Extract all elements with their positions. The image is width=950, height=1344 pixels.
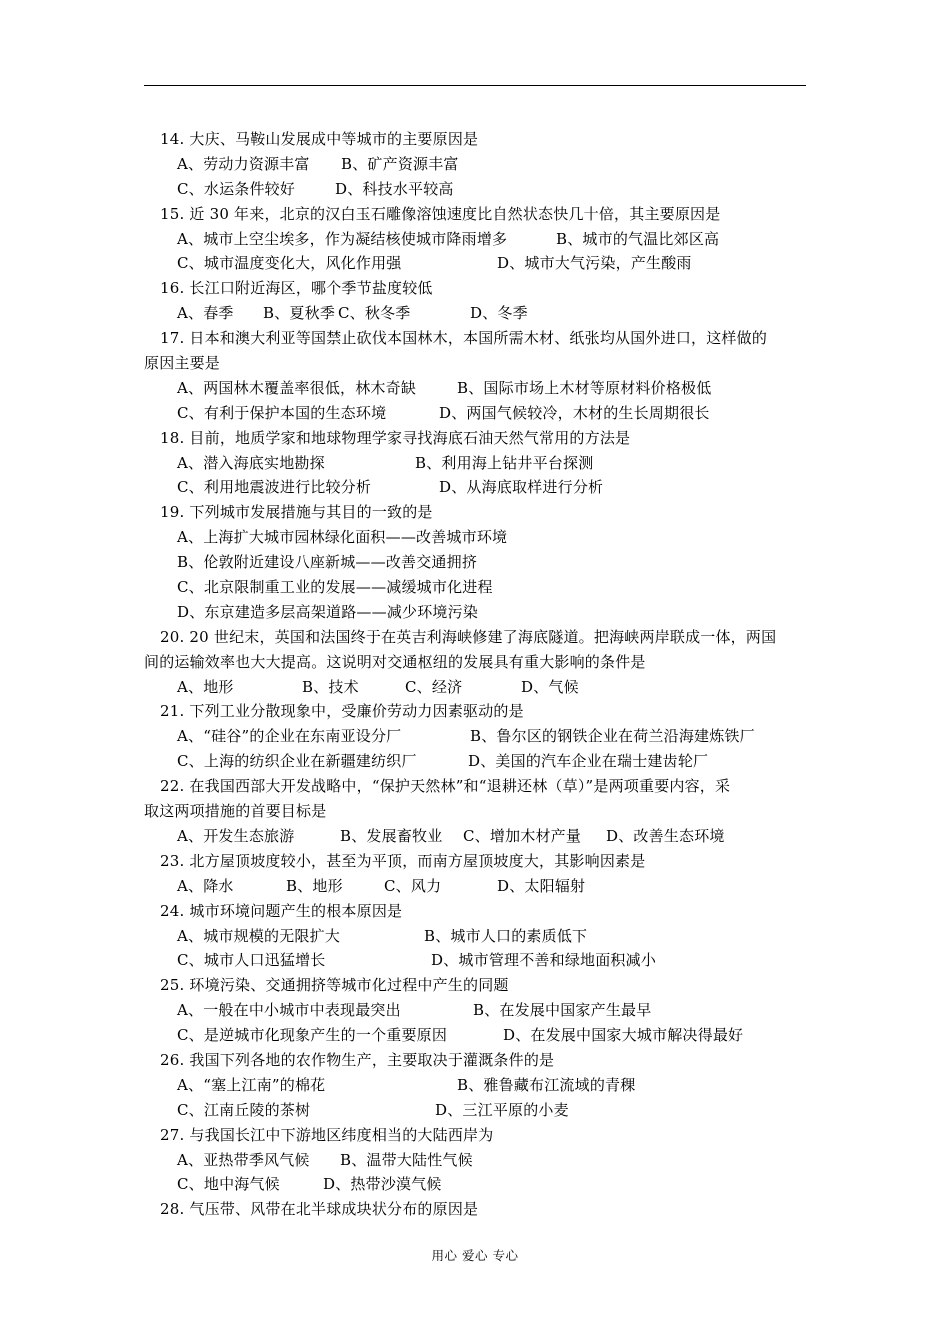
answer-option: A、两国林木覆盖率很低，林木奇缺	[177, 378, 417, 397]
answer-option: B、城市人口的素质低下	[424, 926, 588, 945]
answer-option: A、一般在中小城市中表现最突出	[177, 1001, 401, 1020]
answer-option: B、利用海上钻井平台探测	[415, 453, 594, 472]
option-row	[0, 998, 950, 1023]
option-row	[0, 749, 950, 774]
answer-option: C、增加木材产量	[463, 826, 582, 845]
answer-option: D、城市大气污染，产生酸雨	[497, 254, 692, 273]
answer-option: C、经济	[405, 677, 463, 696]
answer-option: D、在发展中国家大城市解决得最好	[503, 1026, 744, 1045]
question-stem: 17. 日本和澳大利亚等国禁止砍伐本国林木，本国所需木材、纸张均从国外进口，这样做的	[160, 329, 768, 348]
option-row	[0, 874, 950, 899]
answer-option: D、东京建造多层高架道路——减少环境污染	[177, 602, 479, 621]
answer-option: B、在发展中国家产生最早	[473, 1001, 652, 1020]
answer-option: D、三江平原的小麦	[435, 1100, 569, 1119]
question-stem: 26. 我国下列各地的农作物生产，主要取决于灌溉条件的是	[160, 1050, 555, 1069]
answer-option: A、城市规模的无限扩大	[177, 926, 341, 945]
option-row	[0, 376, 950, 401]
answer-option: D、美国的汽车企业在瑞士建齿轮厂	[468, 752, 709, 771]
answer-option: A、上海扩大城市园林绿化面积——改善城市环境	[177, 528, 508, 547]
answer-option: B、鲁尔区的钢铁企业在荷兰沿海建炼铁厂	[470, 727, 755, 746]
question-stem: 21. 下列工业分散现象中，受廉价劳动力因素驱动的是	[160, 702, 524, 721]
answer-option: D、城市管理不善和绿地面积减小	[431, 951, 657, 970]
option-row	[0, 401, 950, 426]
answer-option: C、地中海气候	[177, 1175, 280, 1194]
answer-option: A、降水	[177, 876, 234, 895]
answer-option: B、夏秋季	[263, 304, 336, 323]
answer-option: C、江南丘陵的茶树	[177, 1100, 311, 1119]
question-stem-continued: 取这两项措施的首要目标是	[144, 802, 327, 821]
answer-option: C、是逆城市化现象产生的一个重要原因	[177, 1026, 448, 1045]
answer-option: D、从海底取样进行分析	[439, 478, 604, 497]
option-row	[0, 1073, 950, 1098]
answer-option: A、“塞上江南”的棉花	[177, 1075, 326, 1094]
answer-option: D、气候	[521, 677, 579, 696]
answer-option: A、开发生态旅游	[177, 826, 295, 845]
option-row	[0, 177, 950, 202]
answer-option: B、温带大陆性气候	[340, 1150, 473, 1169]
answer-option: B、地形	[286, 876, 343, 895]
option-row	[0, 575, 950, 600]
option-row	[0, 550, 950, 575]
option-row	[0, 600, 950, 625]
question-list	[0, 127, 950, 1222]
answer-option: D、冬季	[470, 304, 528, 323]
option-row	[0, 1023, 950, 1048]
question-stem: 19. 下列城市发展措施与其目的一致的是	[160, 503, 433, 522]
answer-option: B、城市的气温比郊区高	[556, 229, 720, 248]
answer-option: B、发展畜牧业	[340, 826, 443, 845]
answer-option: A、城市上空尘埃多，作为凝结核使城市降雨增多	[177, 229, 508, 248]
answer-option: C、风力	[384, 876, 442, 895]
question-stem: 18. 目前，地质学家和地球物理学家寻找海底石油天然气常用的方法是	[160, 428, 631, 447]
answer-option: C、城市温度变化大，风化作用强	[177, 254, 402, 273]
option-row	[0, 824, 950, 849]
option-row	[0, 451, 950, 476]
option-row	[0, 948, 950, 973]
answer-option: A、“硅谷”的企业在东南亚设分厂	[177, 727, 402, 746]
option-row	[0, 475, 950, 500]
answer-option: B、伦敦附近建设八座新城——改善交通拥挤	[177, 553, 478, 572]
question-stem: 20. 20 世纪末，英国和法国终于在英吉利海峡修建了海底隧道。把海峡两岸联成一体，两国	[160, 627, 777, 646]
option-row	[0, 924, 950, 949]
option-row	[0, 525, 950, 550]
option-row	[0, 251, 950, 276]
answer-option: B、矿产资源丰富	[341, 154, 459, 173]
page-footer: 用心 爱心 专心	[431, 1248, 519, 1263]
answer-option: D、科技水平较高	[335, 179, 454, 198]
question-stem: 23. 北方屋顶坡度较小，甚至为平顶，而南方屋顶坡度大，其影响因素是	[160, 851, 646, 870]
question-stem-continued: 间的运输效率也大大提高。这说明对交通枢纽的发展具有重大影响的条件是	[144, 652, 646, 671]
answer-option: D、太阳辐射	[497, 876, 586, 895]
header-rule	[144, 85, 806, 86]
answer-option: C、利用地震波进行比较分析	[177, 478, 372, 497]
answer-option: C、上海的纺织企业在新疆建纺织厂	[177, 752, 417, 771]
question-stem-continued: 原因主要是	[144, 354, 221, 373]
answer-option: C、北京限制重工业的发展——减缓城市化进程	[177, 578, 493, 597]
answer-option: A、地形	[177, 677, 234, 696]
answer-option: D、两国气候较冷，木材的生长周期很长	[439, 403, 710, 422]
question-stem: 15. 近 30 年来，北京的汉白玉石雕像溶蚀速度比自然状态快几十倍，其主要原因是	[160, 204, 721, 223]
answer-option: B、雅鲁藏布江流域的青稞	[457, 1075, 636, 1094]
option-row	[0, 724, 950, 749]
question-stem: 28. 气压带、风带在北半球成块状分布的原因是	[160, 1200, 479, 1219]
question-stem: 22. 在我国西部大开发战略中，“保护天然林”和“退耕还林（草）”是两项重要内容，采	[160, 777, 731, 796]
answer-option: B、国际市场上木材等原材料价格极低	[457, 378, 712, 397]
option-row	[0, 301, 950, 326]
option-row	[0, 675, 950, 700]
answer-option: A、春季	[177, 304, 234, 323]
answer-option: B、技术	[302, 677, 359, 696]
question-stem: 14. 大庆、马鞍山发展成中等城市的主要原因是	[160, 130, 479, 148]
question-stem: 27. 与我国长江中下游地区纬度相当的大陆西岸为	[160, 1125, 494, 1144]
question-stem: 24. 城市环境问题产生的根本原因是	[160, 901, 403, 920]
question-stem: 16. 长江口附近海区，哪个季节盐度较低	[160, 279, 433, 298]
answer-option: C、城市人口迅猛增长	[177, 951, 326, 970]
answer-option: C、秋冬季	[338, 304, 411, 323]
answer-option: D、热带沙漠气候	[323, 1175, 442, 1194]
option-row	[0, 1098, 950, 1123]
answer-option: D、改善生态环境	[606, 826, 725, 845]
answer-option: A、劳动力资源丰富	[177, 154, 310, 173]
answer-option: A、亚热带季风气候	[177, 1150, 310, 1169]
option-row	[0, 152, 950, 177]
answer-option: C、水运条件较好	[177, 179, 296, 198]
option-row	[0, 1148, 950, 1173]
answer-option: C、有利于保护本国的生态环境	[177, 403, 387, 422]
option-row	[0, 1172, 950, 1197]
answer-option: A、潜入海底实地勘探	[177, 453, 325, 472]
option-row	[0, 227, 950, 252]
question-stem: 25. 环境污染、交通拥挤等城市化过程中产生的同题	[160, 976, 509, 995]
